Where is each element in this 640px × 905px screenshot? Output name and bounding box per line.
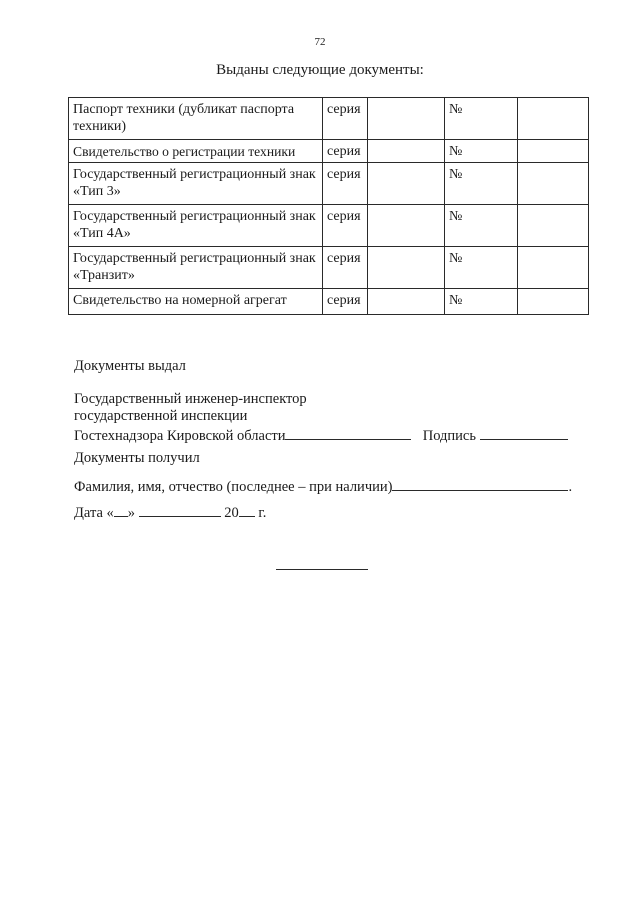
end-divider — [276, 569, 368, 570]
number-label: № — [445, 98, 518, 140]
inspector-organization: Гостехнадзора Кировской области — [74, 428, 286, 444]
series-value-cell — [368, 163, 445, 205]
issued-title: Документы выдал — [74, 358, 186, 374]
date-prefix: Дата « — [74, 505, 114, 521]
series-label: серия — [323, 98, 368, 140]
series-label: серия — [323, 140, 368, 163]
date-year-blank — [239, 502, 255, 517]
document-name: Свидетельство на номерной агрегат — [69, 289, 323, 315]
table-row — [69, 247, 589, 289]
page-number: 72 — [314, 36, 326, 48]
fio-blank — [392, 476, 568, 491]
series-label: серия — [323, 289, 368, 315]
number-label: № — [445, 163, 518, 205]
date-day-blank — [114, 502, 128, 517]
fio-line — [74, 476, 572, 496]
table-row — [69, 289, 589, 315]
signature-blank — [480, 425, 568, 440]
number-value-cell — [518, 140, 589, 163]
signature-label: Подпись — [422, 428, 476, 444]
inspector-line-1: Государственный инженер-инспектор — [74, 391, 307, 407]
document-name: Свидетельство о регистрации техники — [69, 140, 323, 163]
document-name: Государственный регистрационный знак «Транзит» — [69, 247, 323, 289]
inspector-line-2: государственной инспекции — [74, 408, 248, 424]
table-row — [69, 205, 589, 247]
date-line — [74, 502, 266, 522]
number-value-cell — [518, 247, 589, 289]
fio-end: . — [568, 479, 573, 495]
inspector-line-3 — [74, 425, 568, 445]
page-heading: Выданы следующие документы: — [216, 62, 424, 78]
fio-label: Фамилия, имя, отчество (последнее – при наличии) — [74, 479, 393, 495]
number-value-cell — [518, 205, 589, 247]
number-value-cell — [518, 98, 589, 140]
document-name: Паспорт техники (дубликат паспорта техники) — [69, 98, 323, 140]
series-value-cell — [368, 289, 445, 315]
date-mid: » — [127, 505, 136, 521]
document-name: Государственный регистрационный знак «Тип 4А» — [69, 205, 323, 247]
number-value-cell — [518, 163, 589, 205]
documents-table — [68, 97, 589, 315]
series-value-cell — [368, 205, 445, 247]
name-blank — [285, 425, 411, 440]
series-value-cell — [368, 98, 445, 140]
series-label: серия — [323, 163, 368, 205]
number-label: № — [445, 289, 518, 315]
number-label: № — [445, 205, 518, 247]
series-label: серия — [323, 205, 368, 247]
date-suffix: г. — [258, 505, 267, 521]
table-row — [69, 140, 589, 163]
date-year: 20 — [224, 505, 239, 521]
table-row — [69, 98, 589, 140]
number-label: № — [445, 140, 518, 163]
document-name: Государственный регистрационный знак «Тип 3» — [69, 163, 323, 205]
date-month-blank — [139, 502, 221, 517]
received-title: Документы получил — [74, 450, 200, 466]
table-row — [69, 163, 589, 205]
series-value-cell — [368, 247, 445, 289]
number-label: № — [445, 247, 518, 289]
series-label: серия — [323, 247, 368, 289]
series-value-cell — [368, 140, 445, 163]
number-value-cell — [518, 289, 589, 315]
